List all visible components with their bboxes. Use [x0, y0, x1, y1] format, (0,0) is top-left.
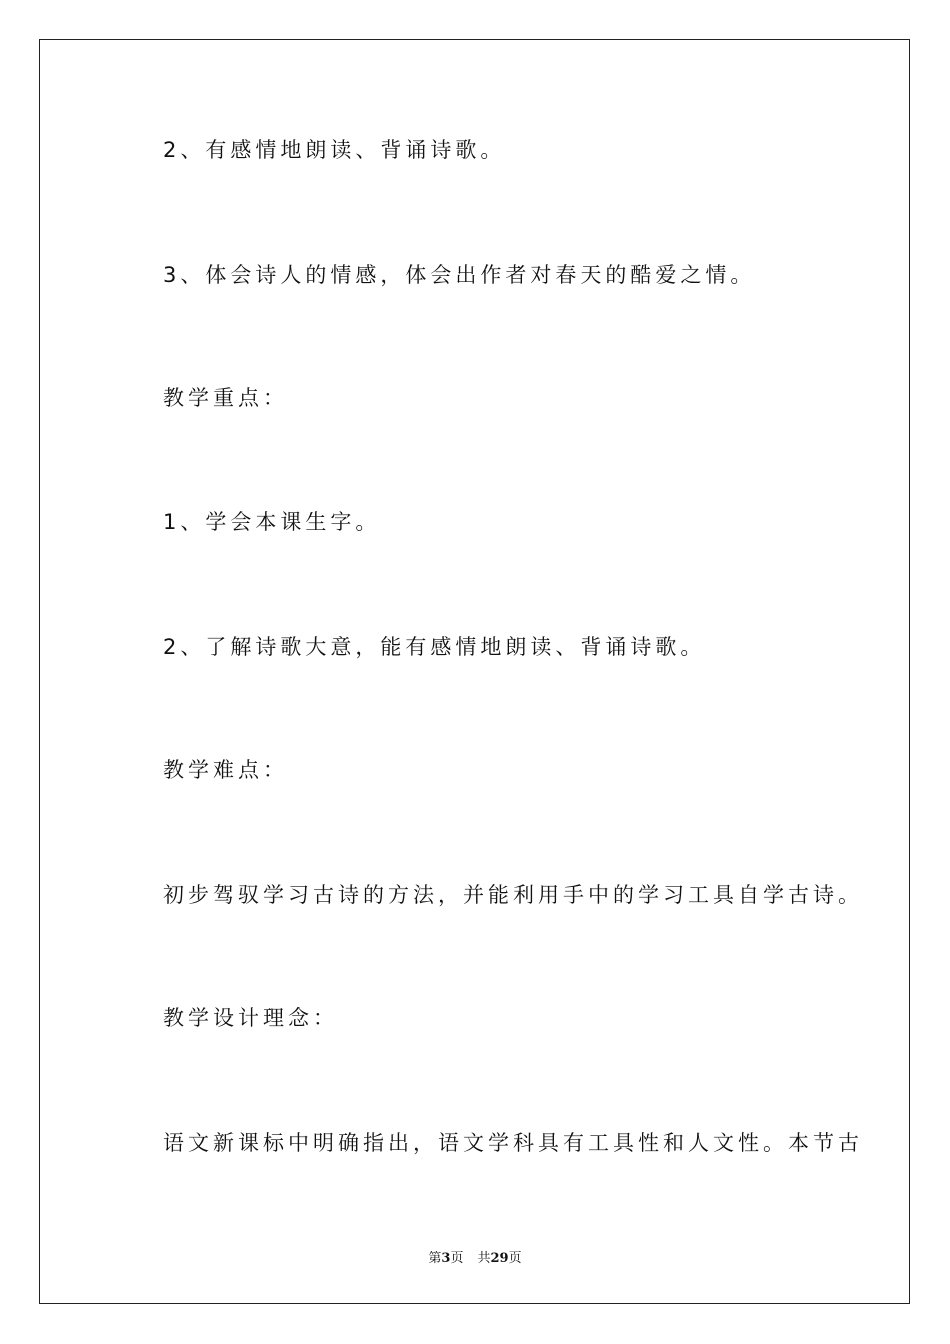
- footer-total-suffix: 页: [508, 1251, 522, 1266]
- page-border: [39, 39, 910, 1304]
- section-heading-key-points: 教学重点：: [163, 386, 288, 410]
- footer-current-page: 3: [441, 1251, 451, 1266]
- page-footer: [0, 1247, 950, 1266]
- footer-total-pages: 29: [490, 1251, 509, 1266]
- text-line-3: 1、学会本课生字。: [163, 510, 381, 534]
- text-line-4: 2、了解诗歌大意，能有感情地朗读、背诵诗歌。: [163, 635, 706, 659]
- footer-page-suffix: 页: [450, 1251, 464, 1266]
- footer-total-prefix: 共: [477, 1251, 491, 1266]
- text-line-6: 语文新课标中明确指出，语文学科具有工具性和人文性。本节古: [163, 1131, 863, 1155]
- text-line-2: 3、体会诗人的情感，体会出作者对春天的酷爱之情。: [163, 263, 756, 287]
- footer-prefix: 第: [428, 1251, 442, 1266]
- section-heading-difficulties: 教学难点：: [163, 758, 288, 782]
- text-line-1: 2、有感情地朗读、背诵诗歌。: [163, 138, 506, 162]
- text-line-5: 初步驾驭学习古诗的方法，并能利用手中的学习工具自学古诗。: [163, 883, 863, 907]
- section-heading-design-concept: 教学设计理念：: [163, 1006, 338, 1030]
